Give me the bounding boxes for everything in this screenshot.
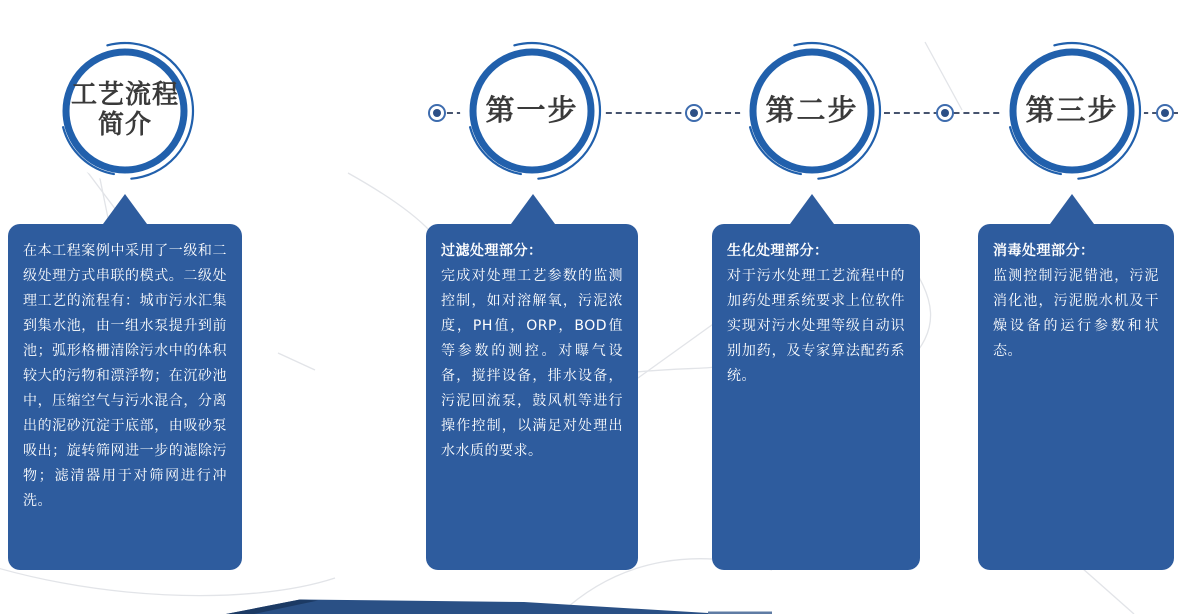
connector-dot-icon — [1161, 109, 1169, 117]
step2-card-title: 生化处理部分： — [727, 243, 829, 259]
triangle-pointer-icon — [1050, 194, 1094, 224]
intro-title-line2: 简介 — [97, 110, 152, 140]
connector-node-icon — [1156, 104, 1174, 122]
step2-label: 第二步 — [765, 93, 859, 128]
connector-dot-icon — [941, 109, 949, 117]
triangle-pointer-icon — [790, 194, 834, 224]
card-step3 — [978, 224, 1174, 570]
node-intro-circle — [45, 31, 205, 191]
triangle-pointer-icon — [103, 194, 147, 224]
step3-label: 第三步 — [1025, 93, 1119, 128]
bottom-3d-shape — [0, 594, 1178, 614]
intro-title-line1: 工艺流程 — [70, 80, 179, 111]
card-intro — [8, 224, 242, 570]
connector-node-icon — [428, 104, 446, 122]
step1-card-title: 过滤处理部分： — [441, 243, 543, 259]
connector-node-icon — [685, 104, 703, 122]
card-step2 — [712, 224, 920, 570]
node-step2-circle — [732, 31, 892, 191]
step2-card-body: 对于污水处理工艺流程中的加药处理系统要求上位软件实现对污水处理等级自动识别加药，及专家算法配药系统。 — [727, 268, 905, 384]
connector-dot-icon — [690, 109, 698, 117]
connector-dot-icon — [433, 109, 441, 117]
intro-circle-title — [45, 31, 205, 191]
step1-label: 第一步 — [485, 93, 579, 128]
intro-card-body: 在本工程案例中采用了一级和二级处理方式串联的模式。二级处理工艺的流程有：城市污水汇集到集水池，由一组水泵提升到前池；弧形格栅清除污水中的体积较大的污物和漂浮物；在沉砂池中，压缩空气与污水混合，分离出的泥砂沉淀于底部，由吸砂泵吸出；旋转筛网进一步的滤除污物；滤清器用于对筛网进行冲洗。 — [23, 243, 227, 509]
triangle-pointer-icon — [511, 194, 555, 224]
step1-card-body: 完成对处理工艺参数的监测控制，如对溶解氧，污泥浓度，PH值，ORP，BOD值等参数的测控。对曝气设备，搅拌设备，排水设备，污泥回流泵，鼓风机等进行操作控制，以满足对处理出水水质的要求。 — [441, 268, 623, 459]
step3-card-body: 监测控制污泥错池，污泥消化池，污泥脱水机及干燥设备的运行参数和状态。 — [993, 268, 1159, 359]
node-step1-circle — [452, 31, 612, 191]
node-step3-circle — [992, 31, 1152, 191]
step3-card-title: 消毒处理部分： — [993, 243, 1095, 259]
connector-node-icon — [936, 104, 954, 122]
card-step1 — [426, 224, 638, 570]
